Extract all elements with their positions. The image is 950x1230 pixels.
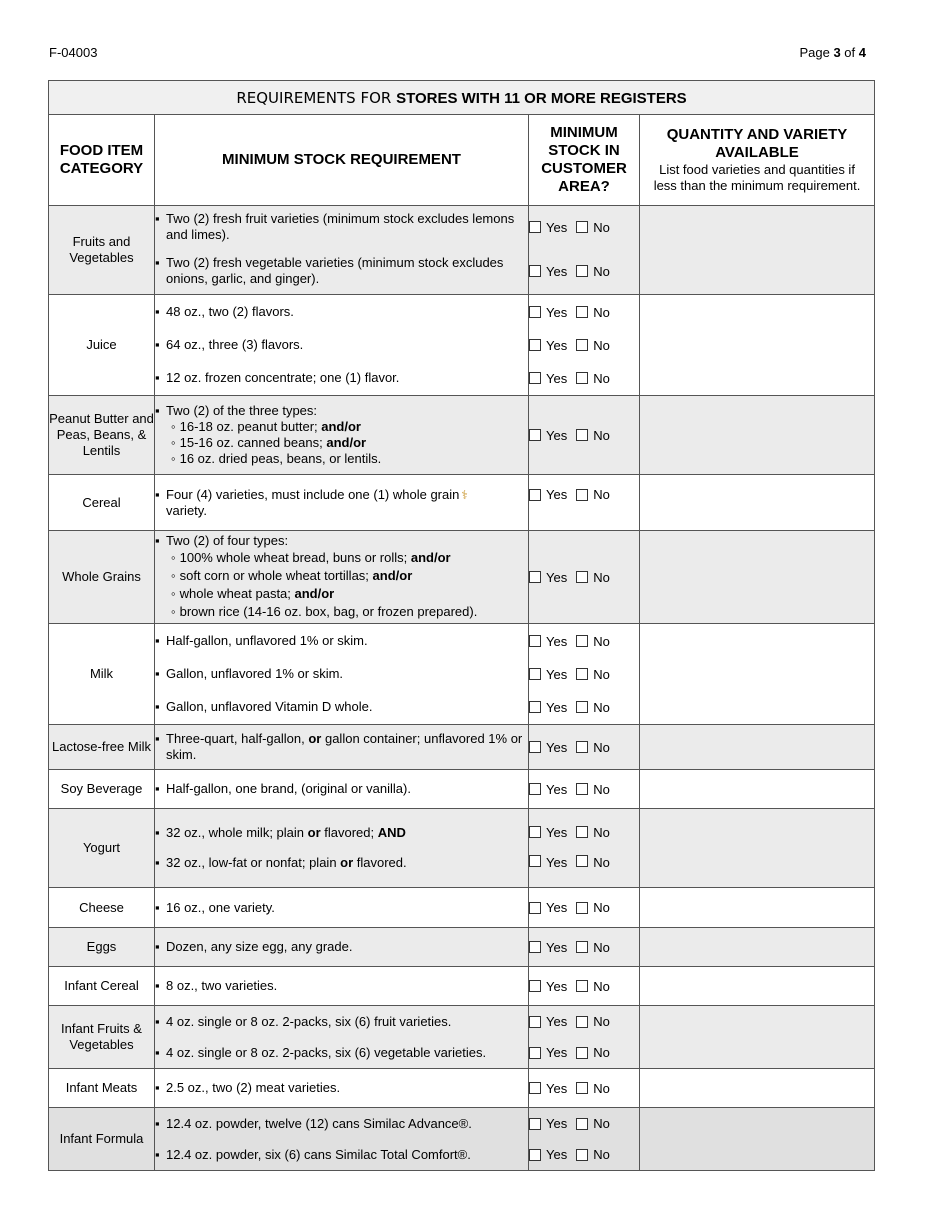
requirement-item: ▪ Two (2) of four types: — [155, 533, 288, 549]
yes-checkbox[interactable] — [529, 826, 541, 838]
table-row: Infant Fruits & Vegetables ▪ 4 oz. single or 8 oz. 2-packs, six (6) fruit varieties. ▪ 4 oz. single or 8 oz. 2-packs, six (6) vegetable varieties. Yes No Yes No — [49, 1006, 875, 1069]
no-checkbox[interactable] — [576, 826, 588, 838]
requirement-item: ▪ Two (2) fresh fruit varieties (minimum stock excludes lemons and limes). — [155, 211, 528, 243]
no-checkbox[interactable] — [576, 489, 588, 501]
no-checkbox[interactable] — [576, 668, 588, 680]
page-total: 4 — [858, 45, 866, 60]
yes-checkbox[interactable] — [529, 902, 541, 914]
sub-item: ◦ 15-16 oz. canned beans; and/or — [171, 435, 528, 451]
category-juice: Juice — [49, 295, 155, 396]
table-row: Milk ▪ Half-gallon, unflavored 1% or skim. ▪ Gallon, unflavored 1% or skim. ▪ Gallon, unflavored Vitamin D whole. Yes No Yes No Yes No — [49, 624, 875, 725]
category-infant-meats: Infant Meats — [49, 1069, 155, 1108]
yes-checkbox[interactable] — [529, 489, 541, 501]
page-of: of — [840, 45, 859, 60]
no-checkbox[interactable] — [576, 902, 588, 914]
requirement-item: ▪ Two (2) fresh vegetable varieties (minimum stock excludes onions, garlic, and ginger). — [155, 255, 528, 287]
quantity-field[interactable] — [640, 725, 875, 770]
yes-checkbox[interactable] — [529, 265, 541, 277]
quantity-field[interactable] — [640, 1069, 875, 1108]
form-id: F-04003 — [49, 45, 98, 60]
requirement-item: ▪ Half-gallon, unflavored 1% or skim. — [155, 633, 368, 649]
requirement-item: ▪ 16 oz., one variety. — [155, 900, 275, 916]
category-soy-beverage: Soy Beverage — [49, 770, 155, 809]
quantity-field[interactable] — [640, 928, 875, 967]
table-row: Peanut Butter and Peas, Beans, & Lentils ▪ Two (2) of the three types: ◦ 16-18 oz. peanut butter; and/or ◦ 15-16 oz. canned beans; and/or ◦ 16 oz. dried peas, beans, or lentils. Yes No — [49, 396, 875, 475]
no-checkbox[interactable] — [576, 635, 588, 647]
no-checkbox[interactable] — [576, 1047, 588, 1059]
category-eggs: Eggs — [49, 928, 155, 967]
category-cereal: Cereal — [49, 475, 155, 531]
yes-checkbox[interactable] — [529, 221, 541, 233]
no-checkbox[interactable] — [576, 429, 588, 441]
category-infant-fruits-vegetables: Infant Fruits & Vegetables — [49, 1006, 155, 1069]
sub-item: ◦ 100% whole wheat bread, buns or rolls; and/or — [171, 549, 528, 567]
no-checkbox[interactable] — [576, 265, 588, 277]
yes-checkbox[interactable] — [529, 1082, 541, 1094]
yes-checkbox[interactable] — [529, 941, 541, 953]
requirement-item: ▪ 8 oz., two varieties. — [155, 978, 277, 994]
yes-checkbox[interactable] — [529, 1047, 541, 1059]
quantity-field[interactable] — [640, 396, 875, 475]
yes-checkbox[interactable] — [529, 741, 541, 753]
no-checkbox[interactable] — [576, 941, 588, 953]
no-checkbox[interactable] — [576, 306, 588, 318]
yes-checkbox[interactable] — [529, 1118, 541, 1130]
yes-checkbox[interactable] — [529, 635, 541, 647]
no-checkbox[interactable] — [576, 339, 588, 351]
requirement-item: ▪ 12 oz. frozen concentrate; one (1) flavor. — [155, 370, 399, 386]
no-checkbox[interactable] — [576, 1016, 588, 1028]
quantity-field[interactable] — [640, 531, 875, 624]
no-checkbox[interactable] — [576, 372, 588, 384]
yes-checkbox[interactable] — [529, 306, 541, 318]
quantity-field[interactable] — [640, 809, 875, 888]
requirement-item: ▪ 32 oz., whole milk; plain or flavored; AND — [155, 825, 406, 841]
col-header-in-area: MINIMUM STOCK IN CUSTOMER AREA? — [529, 115, 640, 206]
quantity-field[interactable] — [640, 206, 875, 295]
requirement-item: ▪ 2.5 oz., two (2) meat varieties. — [155, 1080, 340, 1096]
requirement-item: ▪ 12.4 oz. powder, twelve (12) cans Similac Advance®. — [155, 1116, 472, 1132]
requirements-table — [48, 80, 875, 1171]
yes-checkbox[interactable] — [529, 1016, 541, 1028]
yes-checkbox[interactable] — [529, 783, 541, 795]
category-fruits-vegetables: Fruits and Vegetables — [49, 206, 155, 295]
page-current: 3 — [833, 45, 841, 60]
table-row: Fruits and Vegetables ▪ Two (2) fresh fruit varieties (minimum stock excludes lemons and limes). ▪ Two (2) fresh vegetable varieties (minimum stock excludes onions, garlic, and ginger). Yes No Yes No — [49, 206, 875, 295]
yes-checkbox[interactable] — [529, 701, 541, 713]
requirement-item: ▪ 4 oz. single or 8 oz. 2-packs, six (6) fruit varieties. — [155, 1014, 451, 1030]
table-row: Juice ▪ 48 oz., two (2) flavors. ▪ 64 oz., three (3) flavors. ▪ 12 oz. frozen concentrate; one (1) flavor. Yes No Yes No Yes No — [49, 295, 875, 396]
no-checkbox[interactable] — [576, 855, 588, 867]
sub-item: ◦ 16-18 oz. peanut butter; and/or — [171, 419, 528, 435]
no-checkbox[interactable] — [576, 741, 588, 753]
category-yogurt: Yogurt — [49, 809, 155, 888]
quantity-field[interactable] — [640, 624, 875, 725]
yes-checkbox[interactable] — [529, 1149, 541, 1161]
requirement-item: ▪ Four (4) varieties, must include one (1) whole grain ⚕ variety. — [155, 487, 468, 519]
quantity-field[interactable] — [640, 1108, 875, 1171]
category-infant-cereal: Infant Cereal — [49, 967, 155, 1006]
page-prefix: Page — [799, 45, 834, 60]
header-row — [49, 115, 875, 206]
yes-checkbox[interactable] — [529, 339, 541, 351]
yes-checkbox[interactable] — [529, 855, 541, 867]
category-whole-grains: Whole Grains — [49, 531, 155, 624]
no-checkbox[interactable] — [576, 701, 588, 713]
category-lactose-free-milk: Lactose-free Milk — [49, 725, 155, 770]
yes-checkbox[interactable] — [529, 668, 541, 680]
requirement-item: ▪ 12.4 oz. powder, six (6) cans Similac Total Comfort®. — [155, 1147, 471, 1163]
no-checkbox[interactable] — [576, 1118, 588, 1130]
sub-item: ◦ soft corn or whole wheat tortillas; and/or — [171, 567, 528, 585]
requirement-item: ▪ Three-quart, half-gallon, or gallon container; unflavored 1% or skim. — [155, 731, 528, 763]
no-checkbox[interactable] — [576, 980, 588, 992]
no-checkbox[interactable] — [576, 1082, 588, 1094]
col-header-requirement: MINIMUM STOCK REQUIREMENT — [155, 115, 529, 206]
category-peanut-butter: Peanut Butter and Peas, Beans, & Lentils — [49, 396, 155, 475]
table-row: Yogurt ▪ 32 oz., whole milk; plain or flavored; AND ▪ 32 oz., low-fat or nonfat; plain or flavored. Yes No Yes No — [49, 809, 875, 888]
requirement-item: ▪ Gallon, unflavored 1% or skim. — [155, 666, 343, 682]
requirement-item: ▪ Two (2) of the three types: — [155, 403, 317, 419]
yes-checkbox[interactable] — [529, 372, 541, 384]
quantity-field[interactable] — [640, 475, 875, 531]
table-row: Infant Meats ▪ 2.5 oz., two (2) meat varieties. Yes No — [49, 1069, 875, 1108]
sub-item: ◦ whole wheat pasta; and/or — [171, 585, 528, 603]
quantity-field[interactable] — [640, 295, 875, 396]
requirement-item: ▪ 64 oz., three (3) flavors. — [155, 337, 303, 353]
no-checkbox[interactable] — [576, 1149, 588, 1161]
no-checkbox[interactable] — [576, 221, 588, 233]
category-cheese: Cheese — [49, 888, 155, 928]
quantity-field[interactable] — [640, 967, 875, 1006]
col-header-quantity: QUANTITY AND VARIETY AVAILABLE List food varieties and quantities if less than the minimum requirement. — [640, 115, 875, 206]
requirement-item: ▪ Half-gallon, one brand, (original or vanilla). — [155, 781, 411, 797]
category-milk: Milk — [49, 624, 155, 725]
sub-item: ◦ brown rice (14-16 oz. box, bag, or frozen prepared). — [171, 603, 528, 621]
yes-checkbox[interactable] — [529, 980, 541, 992]
requirement-item: ▪ Gallon, unflavored Vitamin D whole. — [155, 699, 372, 715]
table-row: Whole Grains ▪ Two (2) of four types: ◦ 100% whole wheat bread, buns or rolls; and/or ◦ soft corn or whole wheat tortillas; and/or ◦ whole wheat pasta; and/or ◦ brown rice (14-16 oz. box, bag, or frozen prepared). Yes No — [49, 531, 875, 624]
yes-checkbox[interactable] — [529, 571, 541, 583]
table-row: Eggs ▪ Dozen, any size egg, any grade. Yes No — [49, 928, 875, 967]
table-row: Cheese ▪ 16 oz., one variety. Yes No — [49, 888, 875, 928]
col-header-category: FOOD ITEM CATEGORY — [49, 115, 155, 206]
requirement-item: ▪ Dozen, any size egg, any grade. — [155, 939, 352, 955]
table-row: Cereal ▪ Four (4) varieties, must include one (1) whole grain ⚕ variety. Yes No — [49, 475, 875, 531]
requirement-item: ▪ 48 oz., two (2) flavors. — [155, 304, 294, 320]
requirement-item: ▪ 32 oz., low-fat or nonfat; plain or flavored. — [155, 855, 407, 871]
table-row: Infant Formula ▪ 12.4 oz. powder, twelve (12) cans Similac Advance®. ▪ 12.4 oz. powder, six (6) cans Similac Total Comfort®. Yes No Yes No — [49, 1108, 875, 1171]
requirement-item: ▪ 4 oz. single or 8 oz. 2-packs, six (6) vegetable varieties. — [155, 1045, 486, 1061]
no-checkbox[interactable] — [576, 783, 588, 795]
quantity-field[interactable] — [640, 770, 875, 809]
table-title: REQUIREMENTS FOR STORES WITH 11 OR MORE REGISTERS — [49, 81, 875, 115]
sub-item: ◦ 16 oz. dried peas, beans, or lentils. — [171, 451, 528, 467]
table-row: Infant Cereal ▪ 8 oz., two varieties. Yes No — [49, 967, 875, 1006]
quantity-field[interactable] — [640, 1006, 875, 1069]
table-row: Lactose-free Milk ▪ Three-quart, half-gallon, or gallon container; unflavored 1% or skim. Yes No — [49, 725, 875, 770]
yes-checkbox[interactable] — [529, 429, 541, 441]
no-checkbox[interactable] — [576, 571, 588, 583]
page-number — [799, 45, 866, 60]
whole-grain-icon: ⚕ — [461, 487, 468, 502]
table-row: Soy Beverage ▪ Half-gallon, one brand, (original or vanilla). Yes No — [49, 770, 875, 809]
category-infant-formula: Infant Formula — [49, 1108, 155, 1171]
quantity-field[interactable] — [640, 888, 875, 928]
